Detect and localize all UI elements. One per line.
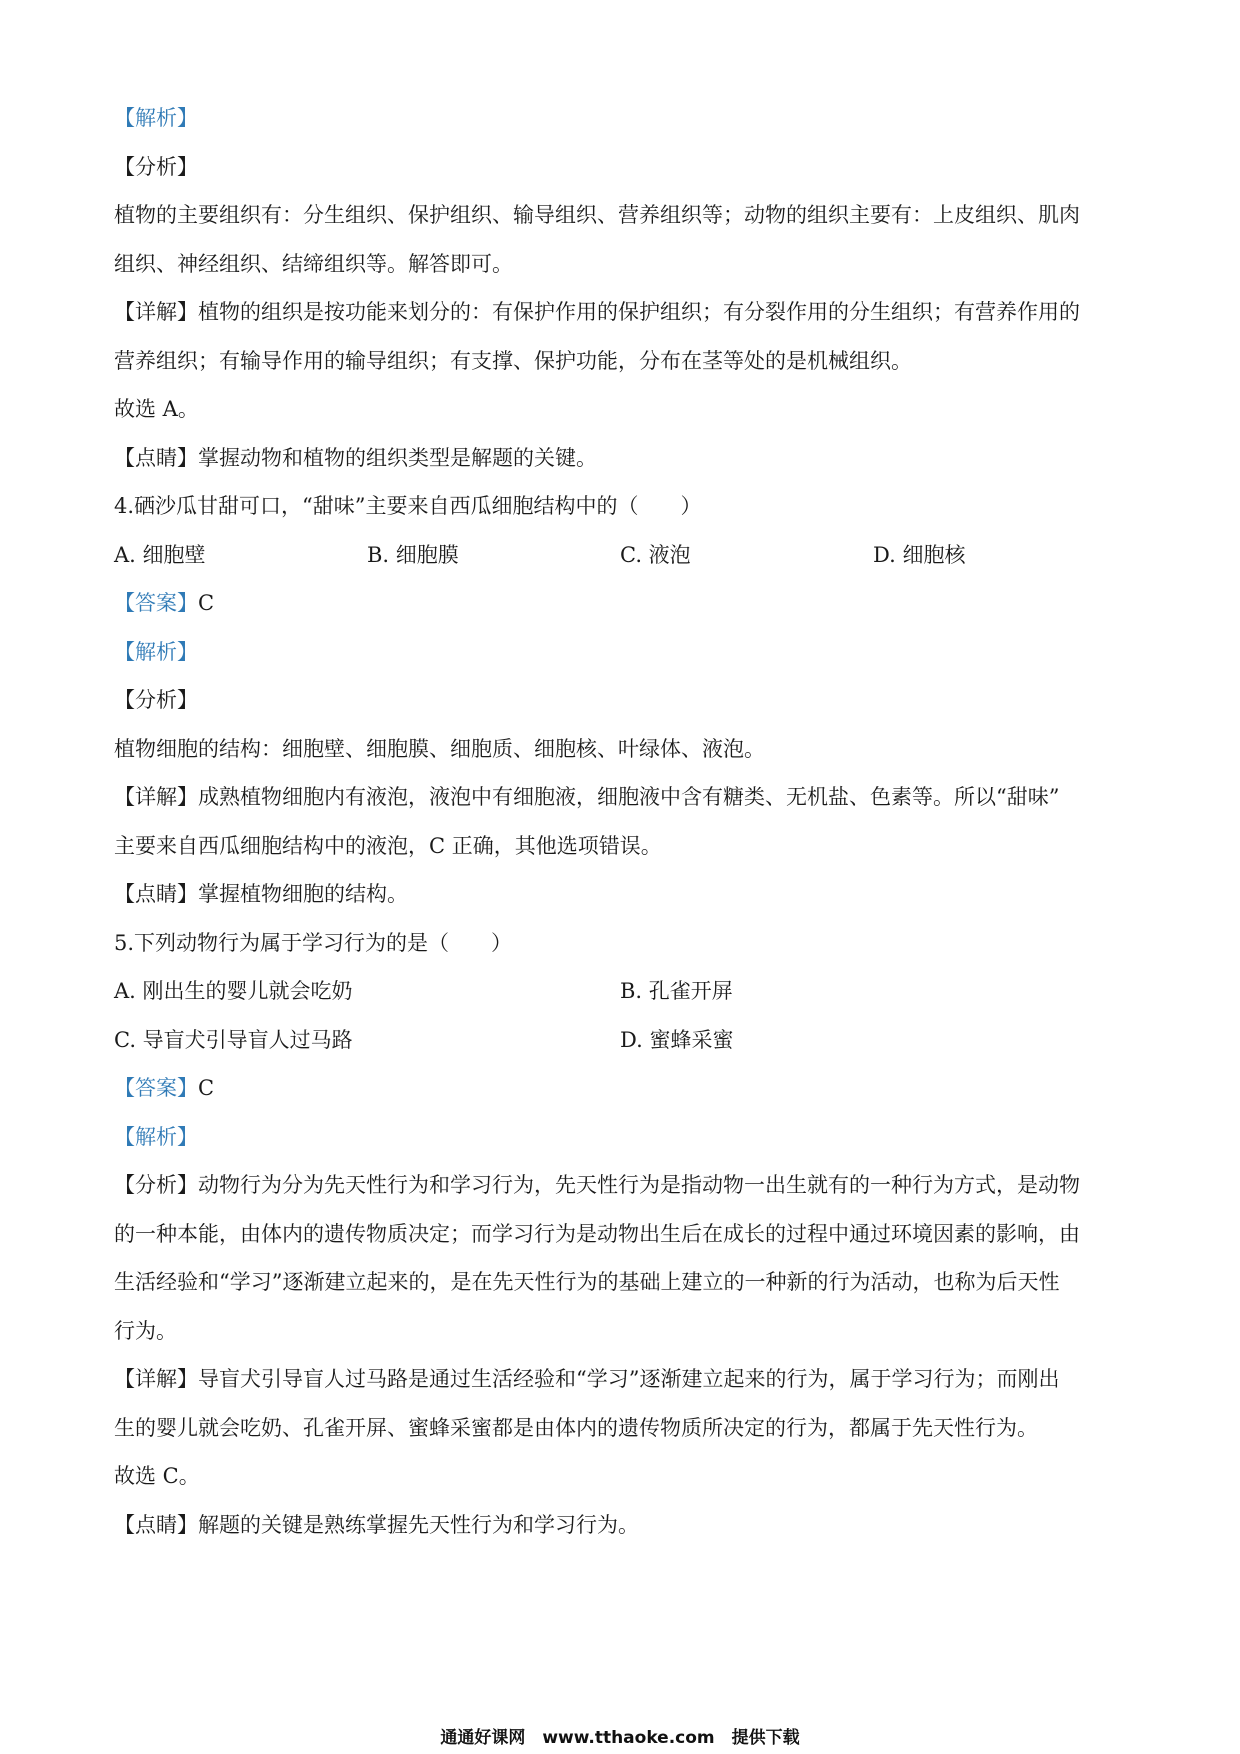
answer-choice: 故选 C。 xyxy=(114,1464,200,1488)
paragraph: 组织、神经组织、结缔组织等。解答即可。 xyxy=(114,252,513,276)
paragraph: 植物的主要组织有：分生组织、保护组织、输导组织、营养组织等；动物的组织主要有：上皮组织、肌肉 xyxy=(114,203,1080,227)
paragraph: 【详解】导盲犬引导盲人过马路是通过生活经验和“学习”逐渐建立起来的行为，属于学习行为；而刚出 xyxy=(114,1367,1060,1391)
question-4: 4.硒沙瓜甘甜可口，“甜味”主要来自西瓜细胞结构中的（ ） xyxy=(114,494,702,518)
paragraph: 【详解】成熟植物细胞内有液泡，液泡中有细胞液，细胞液中含有糖类、无机盐、色素等。所以“甜味” xyxy=(114,785,1060,809)
jiexi-tag: 【解析】 xyxy=(114,1125,198,1149)
option-c: C. 液泡 xyxy=(620,543,691,567)
option-a: A. 刚出生的婴儿就会吃奶 xyxy=(114,979,353,1003)
option-d: D. 蜜蜂采蜜 xyxy=(620,1028,734,1052)
answer-tag: 【答案】 xyxy=(114,1076,198,1100)
question-5: 5.下列动物行为属于学习行为的是（ ） xyxy=(114,931,513,955)
fenxi-tag: 【分析】 xyxy=(114,155,198,179)
paragraph: 生活经验和“学习”逐渐建立起来的，是在先天性行为的基础上建立的一种新的行为活动，也称为后天性 xyxy=(114,1270,1060,1294)
option-b: B. 细胞膜 xyxy=(367,543,459,567)
answer-line xyxy=(114,588,1130,618)
answer-choice: 故选 A。 xyxy=(114,397,199,421)
answer-line xyxy=(114,1073,1130,1103)
option-b: B. 孔雀开屏 xyxy=(620,979,733,1003)
paragraph: 主要来自西瓜细胞结构中的液泡，C 正确，其他选项错误。 xyxy=(114,834,662,858)
jiexi-tag: 【解析】 xyxy=(114,640,198,664)
paragraph: 【点睛】掌握动物和植物的组织类型是解题的关键。 xyxy=(114,446,597,470)
paragraph: 【点睛】解题的关键是熟练掌握先天性行为和学习行为。 xyxy=(114,1513,639,1537)
option-d: D. 细胞核 xyxy=(873,543,966,567)
paragraph: 【分析】动物行为分为先天性行为和学习行为，先天性行为是指动物一出生就有的一种行为方式，是动物 xyxy=(114,1173,1080,1197)
option-a: A. 细胞壁 xyxy=(114,543,206,567)
answer-value: C xyxy=(198,1076,215,1100)
answer-tag: 【答案】 xyxy=(114,591,198,615)
paragraph: 【详解】植物的组织是按功能来划分的：有保护作用的保护组织；有分裂作用的分生组织；有营养作用的 xyxy=(114,300,1080,324)
answer-value: C xyxy=(198,591,215,615)
paragraph: 生的婴儿就会吃奶、孔雀开屏、蜜蜂采蜜都是由体内的遗传物质所决定的行为，都属于先天性行为。 xyxy=(114,1416,1038,1440)
paragraph: 植物细胞的结构：细胞壁、细胞膜、细胞质、细胞核、叶绿体、液泡。 xyxy=(114,737,765,761)
option-c: C. 导盲犬引导盲人过马路 xyxy=(114,1028,353,1052)
paragraph: 的一种本能，由体内的遗传物质决定；而学习行为是动物出生后在成长的过程中通过环境因素的影响，由 xyxy=(114,1222,1080,1246)
paragraph: 营养组织；有输导作用的输导组织；有支撑、保护功能，分布在茎等处的是机械组织。 xyxy=(114,349,912,373)
fenxi-tag: 【分析】 xyxy=(114,688,198,712)
footer-link[interactable]: 通通好课网 www.tthaoke.com 提供下载 xyxy=(440,1728,800,1748)
paragraph: 【点睛】掌握植物细胞的结构。 xyxy=(114,882,408,906)
jiexi-tag: 【解析】 xyxy=(114,106,198,130)
paragraph: 行为。 xyxy=(114,1319,177,1343)
